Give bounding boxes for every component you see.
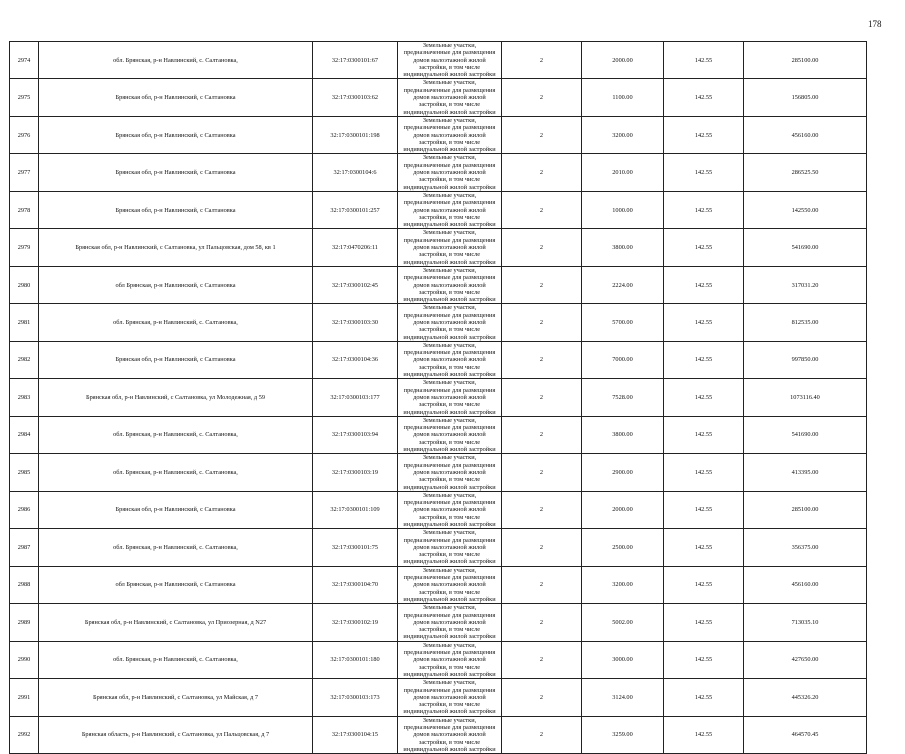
address-cell: обл Брянская, р-н Навлинский, с Салтановка: [39, 266, 313, 303]
cadastral-number-cell: 32:17:0300103:173: [313, 679, 398, 716]
address-cell: Брянская обл, р-н Навлинский, с Салтановка: [39, 491, 313, 528]
land-category-cell: Земельные участки, предназначенные для размещения домов малоэтажной жилой застройки, в том числе индивидуальной жилой застройки: [398, 341, 502, 378]
cadastral-number-cell: 32:17:0300101:109: [313, 491, 398, 528]
row-number: 2988: [10, 566, 39, 603]
area-cell: 2224.00: [582, 266, 664, 303]
address-cell: Брянская обл, р-н Навлинский, с Салтановка, ул Майская, д 7: [39, 679, 313, 716]
group-cell: 2: [502, 229, 582, 266]
cadastral-number-cell: 32:17:0300101:257: [313, 191, 398, 228]
row-number: 2982: [10, 341, 39, 378]
rate-cell: 142.55: [664, 79, 744, 116]
table-row: [10, 416, 867, 453]
group-cell: 2: [502, 491, 582, 528]
table-row: [10, 379, 867, 416]
group-cell: 2: [502, 566, 582, 603]
group-cell: 2: [502, 42, 582, 79]
land-category-cell: Земельные участки, предназначенные для размещения домов малоэтажной жилой застройки, в том числе индивидуальной жилой застройки: [398, 229, 502, 266]
row-number: 2991: [10, 679, 39, 716]
cadastral-value-cell: 285100.00: [744, 42, 867, 79]
row-number: 2985: [10, 454, 39, 491]
address-cell: обл. Брянская, р-н Навлинский, с. Салтановка,: [39, 641, 313, 678]
area-cell: 2010.00: [582, 154, 664, 191]
cadastral-number-cell: 32:17:0300101:198: [313, 116, 398, 153]
address-cell: Брянская обл, р-н Навлинский, с Салтановка: [39, 116, 313, 153]
row-number: 2981: [10, 304, 39, 341]
land-registry-table: [9, 41, 867, 754]
rate-cell: 142.55: [664, 379, 744, 416]
address-cell: обл. Брянская, р-н Навлинский, с. Салтановка,: [39, 42, 313, 79]
rate-cell: 142.55: [664, 229, 744, 266]
area-cell: 2500.00: [582, 529, 664, 566]
row-number: 2989: [10, 604, 39, 641]
rate-cell: 142.55: [664, 116, 744, 153]
area-cell: 5002.00: [582, 604, 664, 641]
cadastral-value-cell: 541690.00: [744, 229, 867, 266]
cadastral-number-cell: 32:17:0300103:177: [313, 379, 398, 416]
cadastral-number-cell: 32:17:0300102:45: [313, 266, 398, 303]
land-category-cell: Земельные участки, предназначенные для размещения домов малоэтажной жилой застройки, в том числе индивидуальной жилой застройки: [398, 529, 502, 566]
cadastral-number-cell: 32:17:0300103:62: [313, 79, 398, 116]
land-category-cell: Земельные участки, предназначенные для размещения домов малоэтажной жилой застройки, в том числе индивидуальной жилой застройки: [398, 266, 502, 303]
cadastral-value-cell: 541690.00: [744, 416, 867, 453]
group-cell: 2: [502, 191, 582, 228]
address-cell: Брянская обл, р-н Навлинский, с Салтановка: [39, 191, 313, 228]
cadastral-value-cell: 713035.10: [744, 604, 867, 641]
rate-cell: 142.55: [664, 679, 744, 716]
group-cell: 2: [502, 454, 582, 491]
area-cell: 3200.00: [582, 116, 664, 153]
cadastral-value-cell: 464570.45: [744, 716, 867, 753]
area-cell: 1000.00: [582, 191, 664, 228]
group-cell: 2: [502, 679, 582, 716]
row-number: 2980: [10, 266, 39, 303]
table-row: [10, 529, 867, 566]
row-number: 2978: [10, 191, 39, 228]
address-cell: обл. Брянская, р-н Навлинский, с. Салтановка,: [39, 304, 313, 341]
group-cell: 2: [502, 116, 582, 153]
cadastral-value-cell: 445326.20: [744, 679, 867, 716]
table-body: [10, 42, 867, 754]
group-cell: 2: [502, 79, 582, 116]
rate-cell: 142.55: [664, 566, 744, 603]
row-number: 2976: [10, 116, 39, 153]
cadastral-value-cell: 413395.00: [744, 454, 867, 491]
cadastral-number-cell: 32:17:0470206:11: [313, 229, 398, 266]
row-number: 2986: [10, 491, 39, 528]
rate-cell: 142.55: [664, 42, 744, 79]
rate-cell: 142.55: [664, 154, 744, 191]
address-cell: обл. Брянская, р-н Навлинский, с. Салтановка,: [39, 454, 313, 491]
address-cell: обл. Брянская, р-н Навлинский, с. Салтановка,: [39, 416, 313, 453]
area-cell: 5700.00: [582, 304, 664, 341]
cadastral-value-cell: 356375.00: [744, 529, 867, 566]
address-cell: Брянская обл, р-н Навлинский, с Салтановка: [39, 79, 313, 116]
area-cell: 3259.00: [582, 716, 664, 753]
cadastral-value-cell: 286525.50: [744, 154, 867, 191]
area-cell: 3200.00: [582, 566, 664, 603]
table-row: [10, 604, 867, 641]
cadastral-number-cell: 32:17:0300103:30: [313, 304, 398, 341]
table-row: [10, 304, 867, 341]
rate-cell: 142.55: [664, 341, 744, 378]
table-row: [10, 154, 867, 191]
cadastral-number-cell: 32:17:0300104:36: [313, 341, 398, 378]
area-cell: 7528.00: [582, 379, 664, 416]
rate-cell: 142.55: [664, 641, 744, 678]
cadastral-value-cell: 427650.00: [744, 641, 867, 678]
row-number: 2987: [10, 529, 39, 566]
land-category-cell: Земельные участки, предназначенные для размещения домов малоэтажной жилой застройки, в том числе индивидуальной жилой застройки: [398, 454, 502, 491]
cadastral-number-cell: 32:17:0300103:94: [313, 416, 398, 453]
group-cell: 2: [502, 604, 582, 641]
cadastral-number-cell: 32:17:0300104:6: [313, 154, 398, 191]
row-number: 2990: [10, 641, 39, 678]
cadastral-number-cell: 32:17:0300101:75: [313, 529, 398, 566]
row-number: 2979: [10, 229, 39, 266]
rate-cell: 142.55: [664, 604, 744, 641]
address-cell: Брянская обл, р-н Навлинский, с Салтановка, ул Приозерная, д N27: [39, 604, 313, 641]
table-row: [10, 266, 867, 303]
cadastral-value-cell: 317031.20: [744, 266, 867, 303]
land-category-cell: Земельные участки, предназначенные для размещения домов малоэтажной жилой застройки, в том числе индивидуальной жилой застройки: [398, 604, 502, 641]
row-number: 2974: [10, 42, 39, 79]
cadastral-value-cell: 456160.00: [744, 566, 867, 603]
group-cell: 2: [502, 304, 582, 341]
row-number: 2977: [10, 154, 39, 191]
group-cell: 2: [502, 341, 582, 378]
table-row: [10, 491, 867, 528]
area-cell: 2000.00: [582, 42, 664, 79]
table-row: [10, 566, 867, 603]
rate-cell: 142.55: [664, 266, 744, 303]
area-cell: 1100.00: [582, 79, 664, 116]
rate-cell: 142.55: [664, 416, 744, 453]
area-cell: 2000.00: [582, 491, 664, 528]
cadastral-number-cell: 32:17:0300104:15: [313, 716, 398, 753]
land-category-cell: Земельные участки, предназначенные для размещения домов малоэтажной жилой застройки, в том числе индивидуальной жилой застройки: [398, 42, 502, 79]
cadastral-value-cell: 1073116.40: [744, 379, 867, 416]
address-cell: обл. Брянская, р-н Навлинский, с. Салтановка,: [39, 529, 313, 566]
rate-cell: 142.55: [664, 529, 744, 566]
group-cell: 2: [502, 716, 582, 753]
cadastral-value-cell: 285100.00: [744, 491, 867, 528]
address-cell: Брянская обл, р-н Навлинский, с Салтановка, ул Пальцовская, дом 58, кв 1: [39, 229, 313, 266]
group-cell: 2: [502, 266, 582, 303]
land-category-cell: Земельные участки, предназначенные для размещения домов малоэтажной жилой застройки, в том числе индивидуальной жилой застройки: [398, 416, 502, 453]
table-row: [10, 116, 867, 153]
land-category-cell: Земельные участки, предназначенные для размещения домов малоэтажной жилой застройки, в том числе индивидуальной жилой застройки: [398, 79, 502, 116]
cadastral-number-cell: 32:17:0300104:70: [313, 566, 398, 603]
table-row: [10, 679, 867, 716]
cadastral-number-cell: 32:17:0300101:180: [313, 641, 398, 678]
land-category-cell: Земельные участки, предназначенные для размещения домов малоэтажной жилой застройки, в том числе индивидуальной жилой застройки: [398, 379, 502, 416]
address-cell: Брянская область, р-н Навлинский, с Салтановка, ул Пальцовская, д 7: [39, 716, 313, 753]
area-cell: 3000.00: [582, 641, 664, 678]
area-cell: 7000.00: [582, 341, 664, 378]
rate-cell: 142.55: [664, 491, 744, 528]
page-number: 178: [868, 19, 882, 29]
rate-cell: 142.55: [664, 191, 744, 228]
rate-cell: 142.55: [664, 716, 744, 753]
land-category-cell: Земельные участки, предназначенные для размещения домов малоэтажной жилой застройки, в том числе индивидуальной жилой застройки: [398, 154, 502, 191]
group-cell: 2: [502, 154, 582, 191]
land-category-cell: Земельные участки, предназначенные для размещения домов малоэтажной жилой застройки, в том числе индивидуальной жилой застройки: [398, 566, 502, 603]
address-cell: Брянская обл, р-н Навлинский, с Салтановка: [39, 154, 313, 191]
rate-cell: 142.55: [664, 304, 744, 341]
row-number: 2983: [10, 379, 39, 416]
table-row: [10, 341, 867, 378]
land-category-cell: Земельные участки, предназначенные для размещения домов малоэтажной жилой застройки, в том числе индивидуальной жилой застройки: [398, 191, 502, 228]
table-row: [10, 641, 867, 678]
cadastral-value-cell: 456160.00: [744, 116, 867, 153]
cadastral-value-cell: 997850.00: [744, 341, 867, 378]
row-number: 2984: [10, 416, 39, 453]
address-cell: Брянская обл, р-н Навлинский, с Салтановка, ул Молодежная, д 59: [39, 379, 313, 416]
cadastral-number-cell: 32:17:0300102:19: [313, 604, 398, 641]
cadastral-value-cell: 156805.00: [744, 79, 867, 116]
rate-cell: 142.55: [664, 454, 744, 491]
land-category-cell: Земельные участки, предназначенные для размещения домов малоэтажной жилой застройки, в том числе индивидуальной жилой застройки: [398, 679, 502, 716]
area-cell: 3124.00: [582, 679, 664, 716]
table-row: [10, 79, 867, 116]
land-category-cell: Земельные участки, предназначенные для размещения домов малоэтажной жилой застройки, в том числе индивидуальной жилой застройки: [398, 716, 502, 753]
land-category-cell: Земельные участки, предназначенные для размещения домов малоэтажной жилой застройки, в том числе индивидуальной жилой застройки: [398, 491, 502, 528]
cadastral-number-cell: 32:17:0300103:19: [313, 454, 398, 491]
group-cell: 2: [502, 379, 582, 416]
cadastral-number-cell: 32:17:0300101:67: [313, 42, 398, 79]
group-cell: 2: [502, 416, 582, 453]
cadastral-value-cell: 142550.00: [744, 191, 867, 228]
group-cell: 2: [502, 529, 582, 566]
group-cell: 2: [502, 641, 582, 678]
area-cell: 3800.00: [582, 229, 664, 266]
cadastral-value-cell: 812535.00: [744, 304, 867, 341]
table-row: [10, 454, 867, 491]
table-row: [10, 229, 867, 266]
table-row: [10, 716, 867, 753]
table-row: [10, 191, 867, 228]
address-cell: обл Брянская, р-н Навлинский, с Салтановка: [39, 566, 313, 603]
table-row: [10, 42, 867, 79]
land-category-cell: Земельные участки, предназначенные для размещения домов малоэтажной жилой застройки, в том числе индивидуальной жилой застройки: [398, 116, 502, 153]
address-cell: Брянская обл, р-н Навлинский, с Салтановка: [39, 341, 313, 378]
row-number: 2992: [10, 716, 39, 753]
area-cell: 2900.00: [582, 454, 664, 491]
land-category-cell: Земельные участки, предназначенные для размещения домов малоэтажной жилой застройки, в том числе индивидуальной жилой застройки: [398, 304, 502, 341]
area-cell: 3800.00: [582, 416, 664, 453]
row-number: 2975: [10, 79, 39, 116]
land-category-cell: Земельные участки, предназначенные для размещения домов малоэтажной жилой застройки, в том числе индивидуальной жилой застройки: [398, 641, 502, 678]
